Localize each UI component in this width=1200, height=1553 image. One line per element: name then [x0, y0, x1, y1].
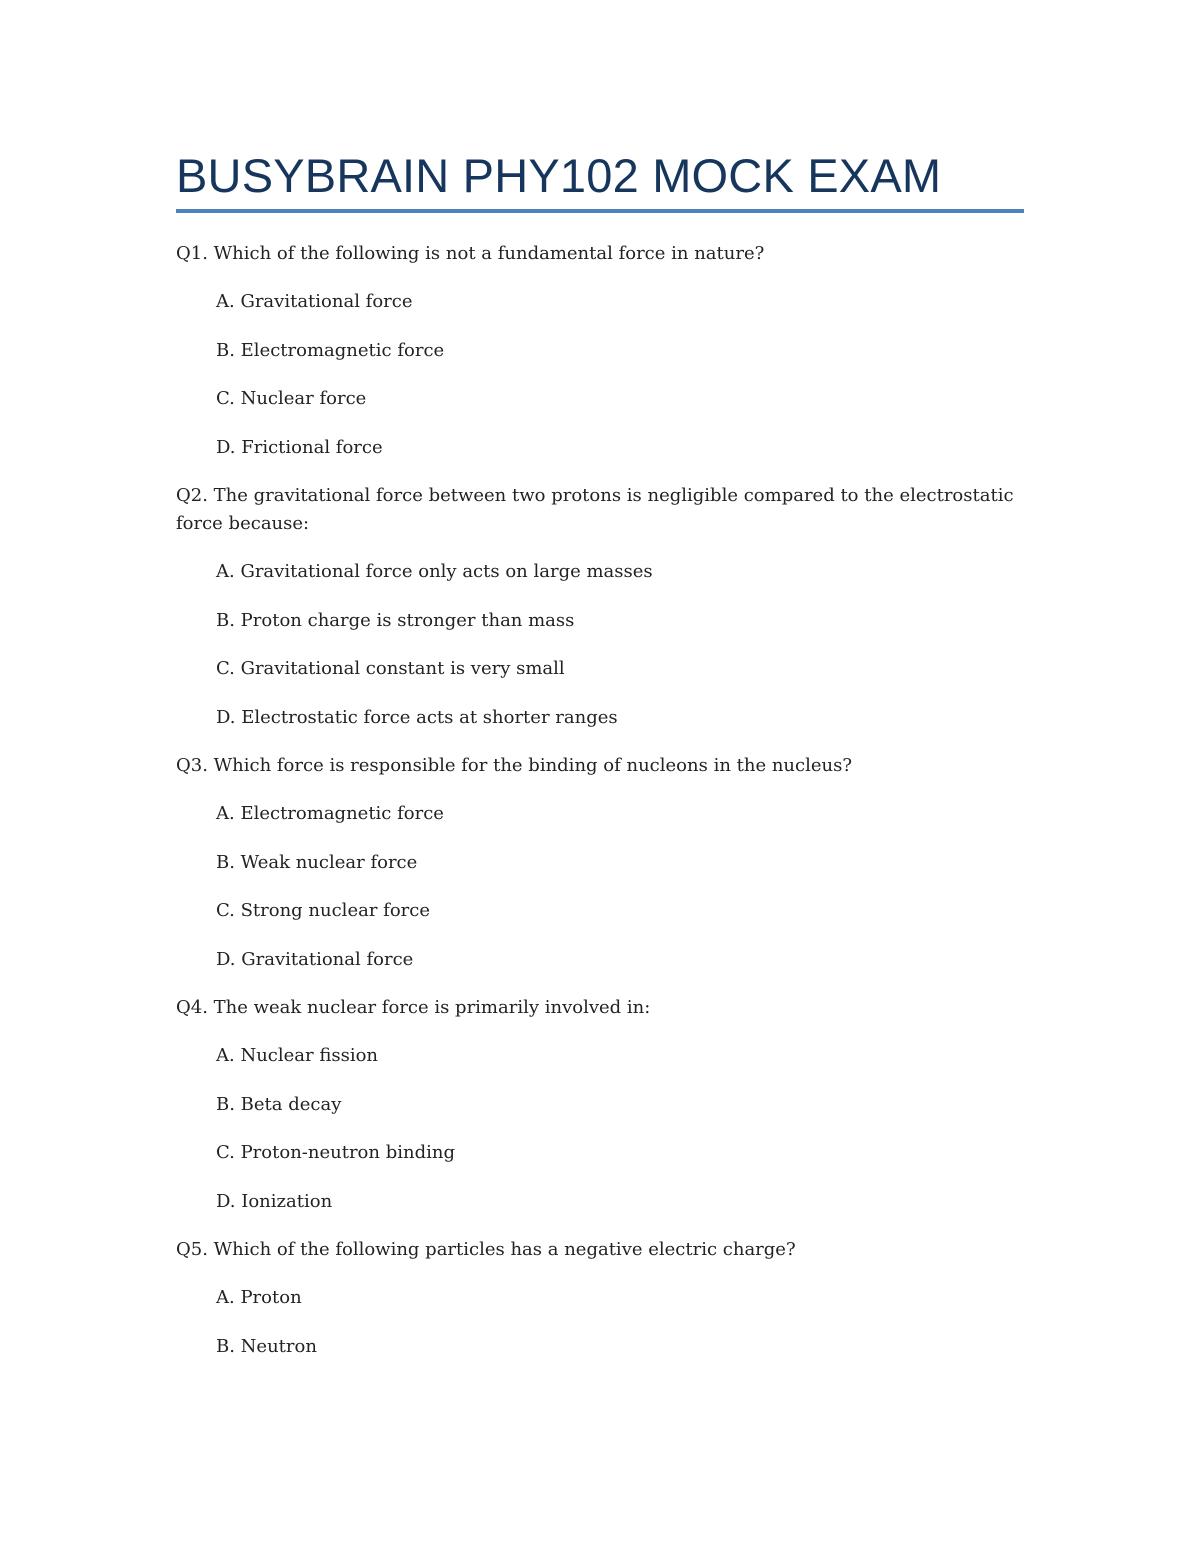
answer-option: A. Electromagnetic force	[216, 803, 444, 824]
answer-option: C. Gravitational constant is very small	[216, 658, 565, 679]
question-text: Q5. Which of the following particles has a negative electric charge?	[176, 1239, 796, 1260]
question-block	[176, 482, 1024, 732]
question-block	[176, 240, 1024, 462]
answer-option: D. Electrostatic force acts at shorter ranges	[216, 706, 618, 728]
question-block	[176, 752, 1024, 974]
answer-option: D. Ionization	[216, 1190, 333, 1212]
title-underline	[176, 209, 1024, 213]
answer-option: C. Nuclear force	[216, 388, 367, 409]
answer-option: A. Nuclear fission	[216, 1045, 378, 1066]
question-block	[176, 1236, 1024, 1361]
answer-option: A. Gravitational force	[216, 291, 413, 312]
answer-option: C. Proton-neutron binding	[216, 1142, 455, 1163]
answer-option: A. Gravitational force only acts on large masses	[216, 561, 653, 582]
question-block	[176, 994, 1024, 1216]
answer-option: D. Gravitational force	[216, 948, 414, 970]
question-text: Q1. Which of the following is not a fundamental force in nature?	[176, 243, 765, 264]
question-list	[176, 240, 1024, 1381]
answer-option: B. Beta decay	[216, 1093, 342, 1115]
answer-option: B. Neutron	[216, 1335, 317, 1357]
answer-option: C. Strong nuclear force	[216, 900, 430, 921]
exam-title: BUSYBRAIN PHY102 MOCK EXAM	[176, 149, 942, 202]
question-text: Q3. Which force is responsible for the binding of nucleons in the nucleus?	[176, 755, 852, 776]
answer-option: B. Electromagnetic force	[216, 339, 445, 361]
question-text: Q2. The gravitational force between two protons is negligible compared to the electrostatic force because:	[176, 485, 1014, 534]
question-text: Q4. The weak nuclear force is primarily involved in:	[176, 997, 651, 1018]
answer-option: A. Proton	[216, 1287, 302, 1308]
answer-option: B. Proton charge is stronger than mass	[216, 609, 575, 631]
answer-option: D. Frictional force	[216, 436, 383, 458]
answer-option: B. Weak nuclear force	[216, 851, 418, 873]
